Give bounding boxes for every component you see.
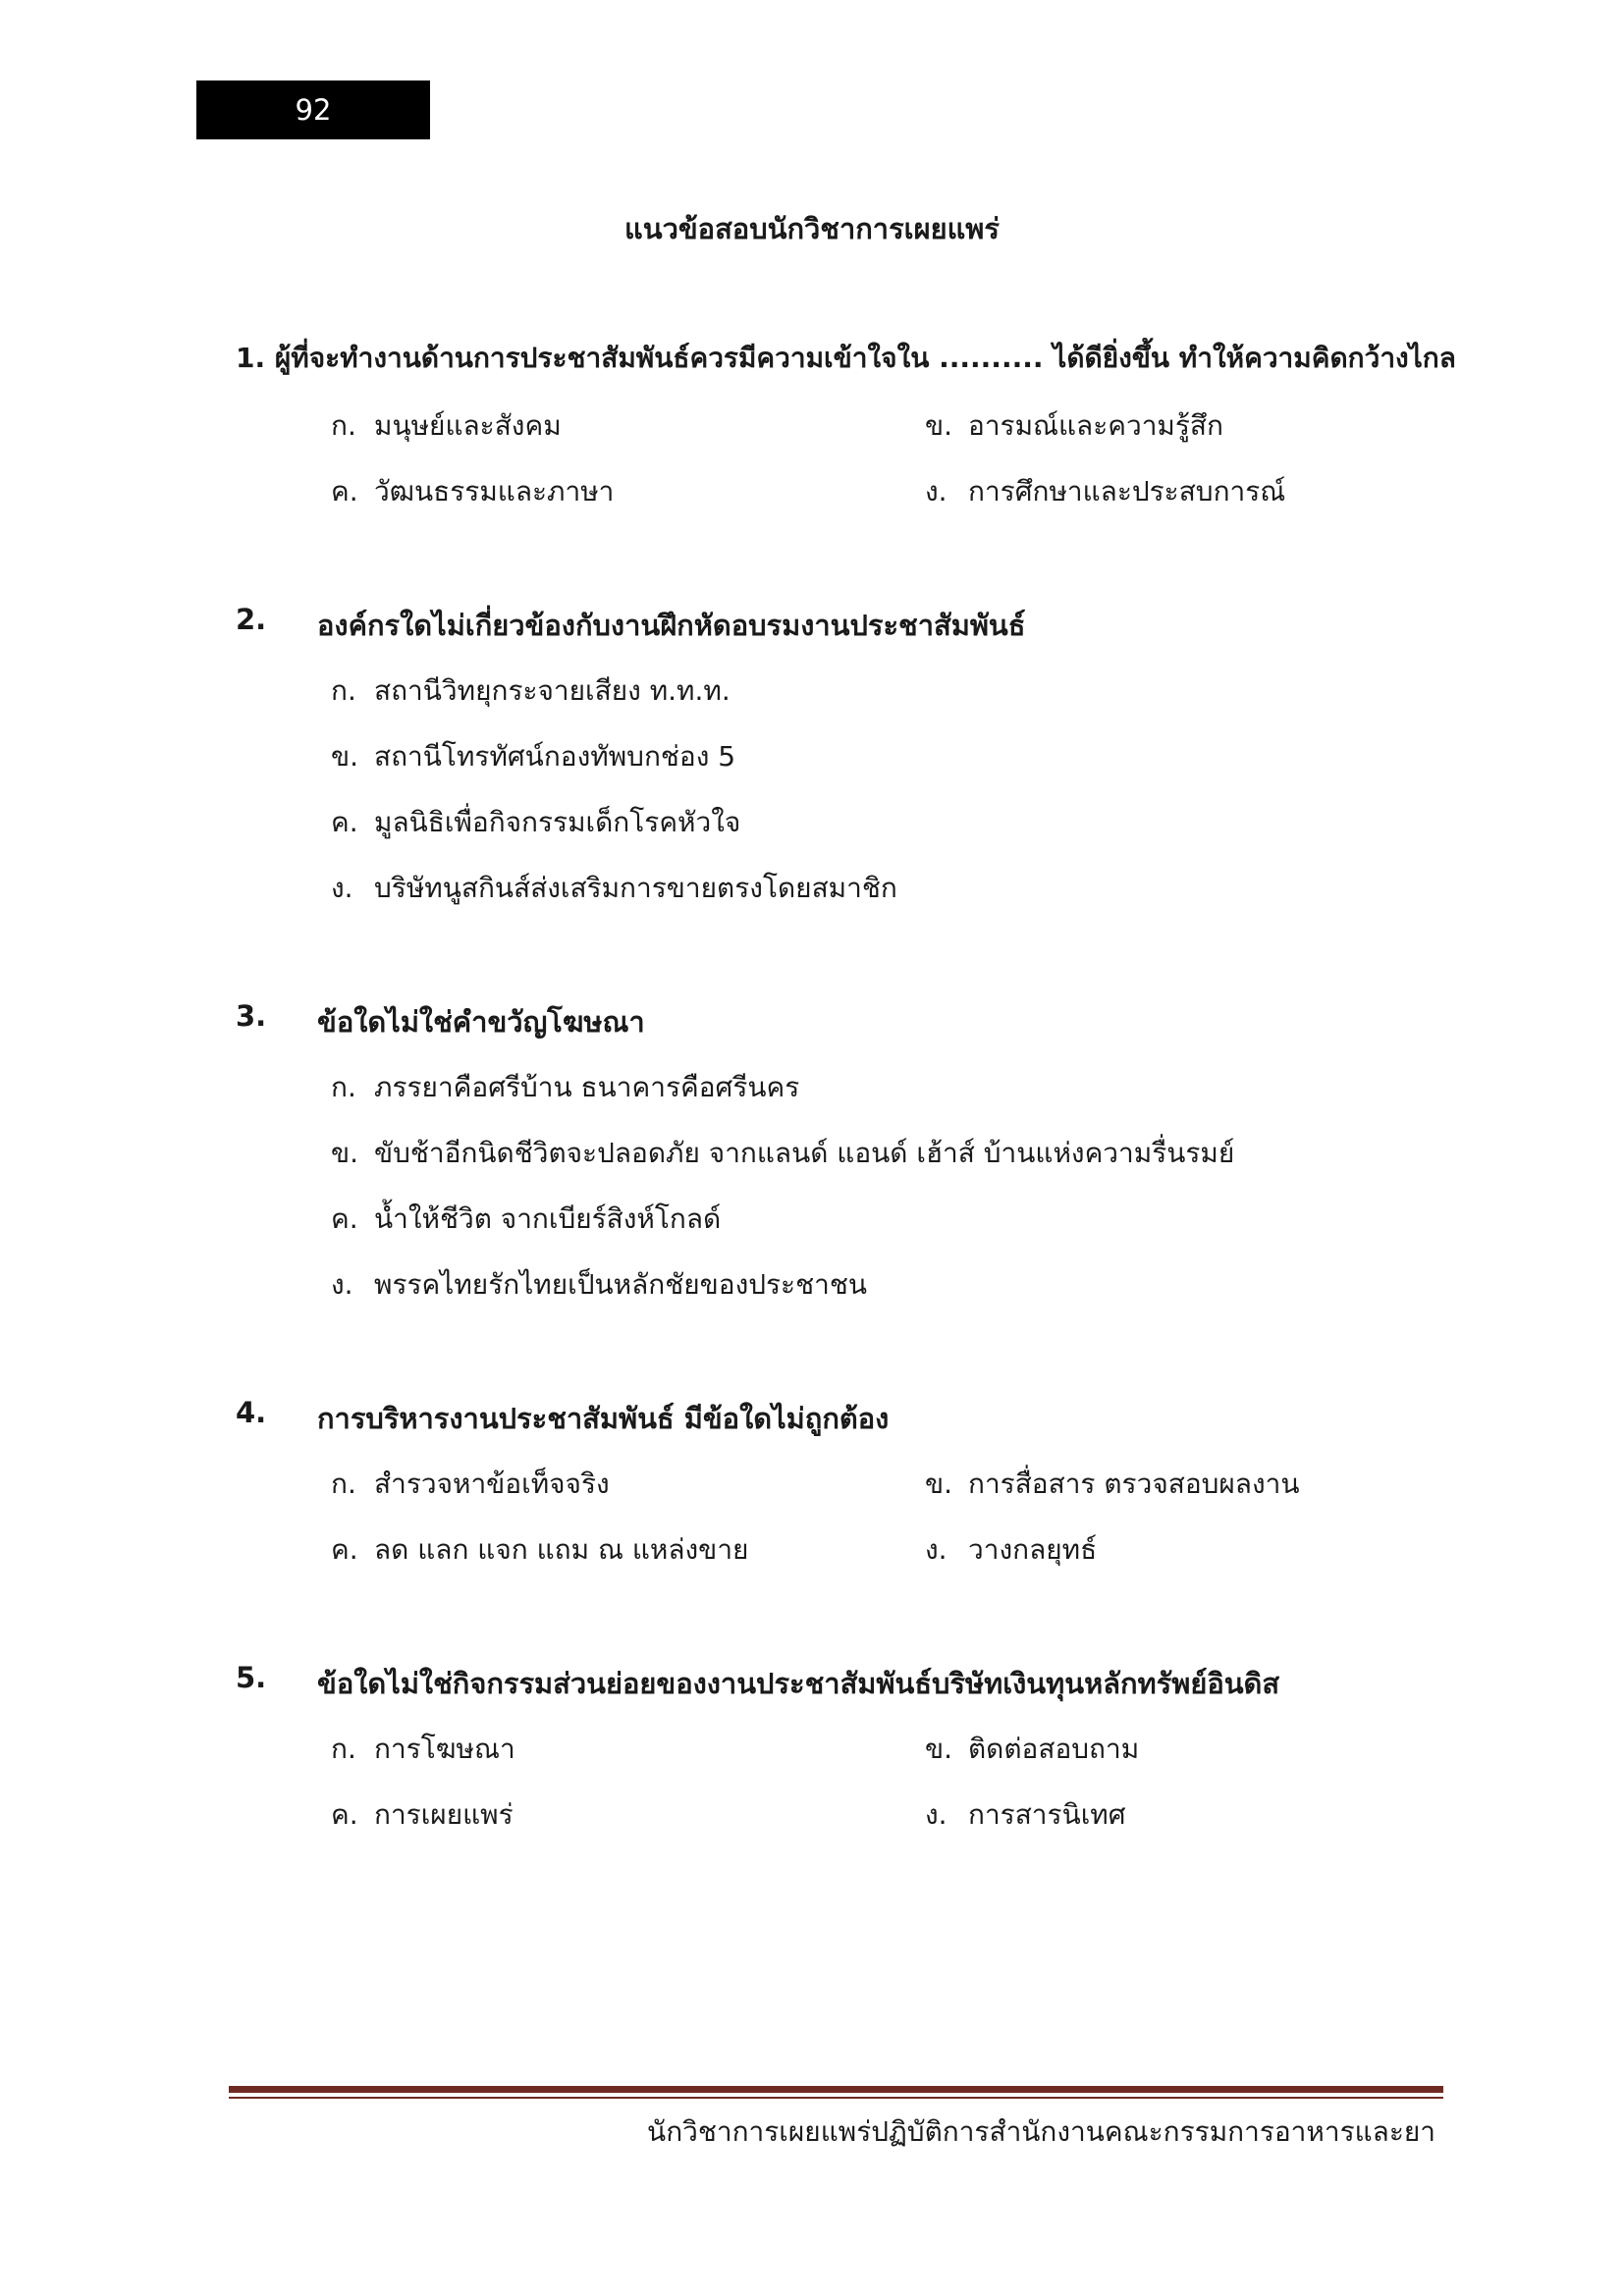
option-label: ง. <box>925 475 947 507</box>
question-5-number: 5. <box>236 1661 267 1694</box>
option-text: มนุษย์และสังคม <box>374 409 562 442</box>
question-1-option-c <box>331 470 614 513</box>
option-label: ง. <box>925 1798 947 1831</box>
option-label: ง. <box>925 1533 947 1566</box>
option-label: ค. <box>331 1533 358 1566</box>
question-2-number-wrap <box>236 603 266 636</box>
question-2-option-c <box>331 801 740 844</box>
option-label: ข. <box>331 1137 359 1169</box>
footer-rule-thin <box>229 2097 1443 2099</box>
question-5-option-b <box>925 1728 1139 1771</box>
question-4-option-d <box>925 1528 1097 1572</box>
question-1-option-d <box>925 470 1285 513</box>
question-1-option-a <box>331 404 562 448</box>
option-text: บริษัทนูสกินส์ส่งเสริมการขายตรงโดยสมาชิก <box>374 872 897 904</box>
question-5-text: ข้อใดไม่ใช่กิจกรรมส่วนย่อยของงานประชาสัมพันธ์บริษัทเงินทุนหลักทรัพย์อินดิส <box>317 1667 1280 1700</box>
option-label: ก. <box>331 1071 356 1103</box>
option-label: ก. <box>331 674 356 707</box>
option-label: ข. <box>331 740 359 773</box>
option-text: การสื่อสาร ตรวจสอบผลงาน <box>968 1468 1300 1500</box>
document-title: แนวข้อสอบนักวิชาการเผยแพร่ <box>624 212 1000 245</box>
question-1-option-b <box>925 404 1223 448</box>
question-3-text: ข้อใดไม่ใช่คำขวัญโฆษณา <box>317 1005 645 1039</box>
footer-text: นักวิชาการเผยแพร่ปฏิบัติการสำนักงานคณะกรรมการอาหารและยา <box>647 2115 1435 2148</box>
question-2-number: 2. <box>236 603 267 636</box>
question-4-text: การบริหารงานประชาสัมพันธ์ มีข้อใดไม่ถูกต้อง <box>317 1402 890 1435</box>
question-3-option-a <box>331 1066 799 1109</box>
question-2-option-b <box>331 735 735 778</box>
option-label: ก. <box>331 1468 356 1500</box>
option-text: การเผยแพร่ <box>374 1798 514 1831</box>
option-text: น้ำให้ชีวิต จากเบียร์สิงห์โกลด์ <box>374 1202 722 1235</box>
question-1-number: 1. <box>236 342 266 374</box>
option-label: ค. <box>331 1798 358 1831</box>
footer-rule-thick <box>229 2086 1443 2093</box>
question-5-option-c <box>331 1793 514 1837</box>
question-3-option-c <box>331 1198 721 1241</box>
option-text: สำรวจหาข้อเท็จจริง <box>374 1468 610 1500</box>
question-5-option-d <box>925 1793 1126 1837</box>
question-4-option-c <box>331 1528 748 1572</box>
option-text: ติดต่อสอบถาม <box>968 1733 1140 1765</box>
option-text: สถานีวิทยุกระจายเสียง ท.ท.ท. <box>374 674 731 707</box>
option-label: ง. <box>331 872 353 904</box>
option-label: ค. <box>331 806 358 838</box>
option-label: ง. <box>331 1268 353 1301</box>
page-number: 92 <box>295 93 332 127</box>
question-4-option-b <box>925 1463 1300 1506</box>
question-3-option-b <box>331 1132 1234 1175</box>
option-text: ลด แลก แจก แถม ณ แหล่งขาย <box>374 1533 749 1566</box>
option-text: ขับช้าอีกนิดชีวิตจะปลอดภัย จากแลนด์ แอนด์ เฮ้าส์ บ้านแห่งความรื่นรมย์ <box>374 1137 1235 1169</box>
question-2-text: องค์กรใดไม่เกี่ยวข้องกับงานฝึกหัดอบรมงานประชาสัมพันธ์ <box>317 609 1026 642</box>
option-label: ข. <box>925 409 953 442</box>
question-4-number: 4. <box>236 1396 267 1429</box>
option-label: ก. <box>331 1733 356 1765</box>
option-text: การโฆษณา <box>374 1733 515 1765</box>
question-5-option-a <box>331 1728 515 1771</box>
option-text: วางกลยุทธ์ <box>968 1533 1098 1566</box>
option-text: การศึกษาและประสบการณ์ <box>968 475 1286 507</box>
option-label: ก. <box>331 409 356 442</box>
question-3-option-d <box>331 1263 867 1307</box>
option-label: ข. <box>925 1733 953 1765</box>
option-text: มูลนิธิเพื่อกิจกรรมเด็กโรคหัวใจ <box>374 806 741 838</box>
question-1-text: ผู้ที่จะทำงานด้านการประชาสัมพันธ์ควรมีความเข้าใจใน .......... ได้ดียิ่งขึ้น ทำให้ความคิดกว้างไกล <box>274 342 1456 374</box>
option-label: ข. <box>925 1468 953 1500</box>
question-2-option-a <box>331 669 731 713</box>
question-4-option-a <box>331 1463 610 1506</box>
option-label: ค. <box>331 475 358 507</box>
option-text: สถานีโทรทัศน์กองทัพบกช่อง 5 <box>374 740 736 773</box>
page-number-badge <box>196 80 430 139</box>
option-text: ภรรยาคือศรีบ้าน ธนาคารคือศรีนคร <box>374 1071 800 1103</box>
question-3-number: 3. <box>236 999 267 1033</box>
option-text: วัฒนธรรมและภาษา <box>374 475 615 507</box>
question-1 <box>236 337 1456 380</box>
option-label: ค. <box>331 1202 358 1235</box>
option-text: พรรคไทยรักไทยเป็นหลักชัยของประชาชน <box>374 1268 867 1301</box>
option-text: การสารนิเทศ <box>968 1798 1126 1831</box>
option-text: อารมณ์และความรู้สึก <box>968 409 1223 442</box>
question-2-option-d <box>331 867 897 910</box>
